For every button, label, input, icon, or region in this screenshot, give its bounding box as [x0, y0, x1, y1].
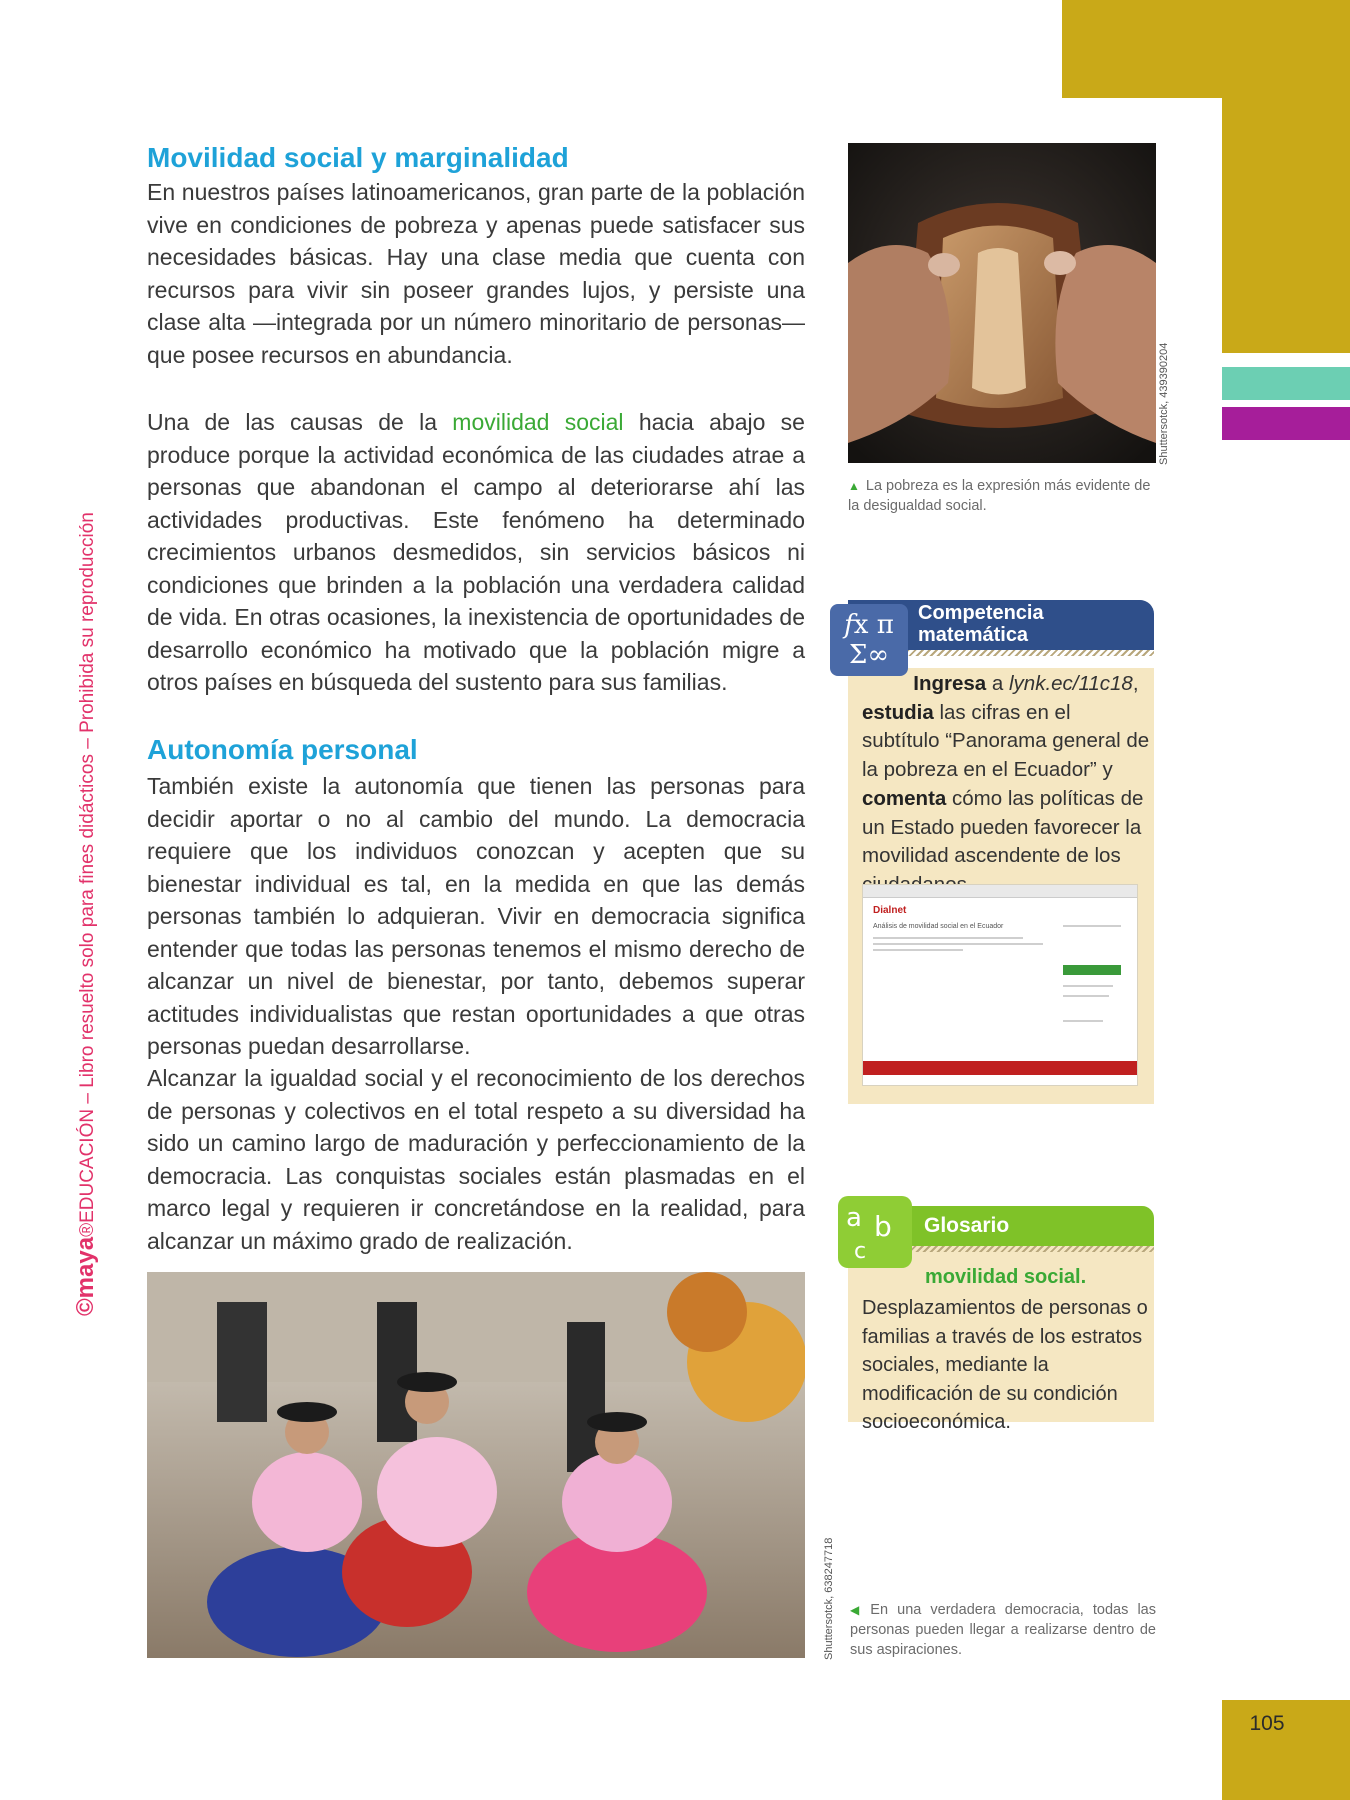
- svg-text:c: c: [854, 1239, 867, 1264]
- text-line: [1063, 985, 1113, 987]
- text-line: [873, 943, 1043, 945]
- decorative-tab-teal: [1222, 367, 1350, 400]
- photo-caption-2: [850, 1600, 1156, 1660]
- paragraph-3: También existe la autonomía que tienen las personas para decidir aportar o no al cambio del mundo. La democracia requiere que los individuos conozcan y acepten que su bienestar individual es tal, en la medida en que las demás personas también lo adquieran. Vivir en democracia significa entender que todas las personas tenemos el mismo derecho de alcanzar un nivel de bienestar, por tanto, debemos superar actitudes individualistas que restan oportunidades a que otras personas puedan desarrollarse.: [147, 773, 805, 1059]
- svg-text:a: a: [846, 1203, 862, 1233]
- glosario-hatch: [900, 1246, 1154, 1252]
- verb-estudia: estudia: [862, 700, 934, 724]
- photo-credit-1: Shuttersotck, 439390204: [1158, 342, 1170, 465]
- publisher-brand: ©maya: [72, 1236, 99, 1316]
- section-heading-movilidad: Movilidad social y marginalidad: [147, 142, 569, 173]
- photo-credit-2: Shuttersotck, 638247718: [823, 1537, 835, 1660]
- text-line: [1063, 995, 1109, 997]
- text-line: [873, 937, 1023, 939]
- download-button: [1063, 965, 1121, 975]
- link-lynk[interactable]: lynk.ec/11c18: [1008, 672, 1133, 695]
- competencia-text-b: ,: [1132, 672, 1139, 695]
- caption-triangle-icon: ▲: [848, 479, 860, 493]
- section-heading-autonomia: Autonomía personal: [147, 734, 418, 765]
- glosario-title: Glosario: [924, 1214, 1010, 1237]
- caption-arrow-left-icon: ◀: [850, 1603, 865, 1617]
- caption-1-text: La pobreza es la expresión más evidente de la desigualdad social.: [848, 478, 1151, 514]
- folk-dance-photo: [147, 1272, 805, 1658]
- competencia-text-d: cómo las políticas de un Estado pueden favorecer la movilidad ascendente de los: [862, 786, 1144, 868]
- empty-wallet-photo: [848, 143, 1156, 463]
- competencia-text: [862, 670, 1152, 900]
- verb-ingresa: Ingresa: [913, 672, 987, 695]
- paragraph-2-end: hacia abajo se produce porque la actividad económica de las ciudades atrae a personas que abandonan el campo al deteriorarse ahí las actividades productivas. Este fenómeno ha determinado crecimientos urbanos desmedidos, sin servicios básicos ni condiciones que brinden a la población una verdadera calidad de vida. En otras ocasiones, la inexistencia de oportunidades de desarrollo económico ha motivado que la población migre a otros países en búsqueda del sustento para sus familias.: [147, 409, 805, 695]
- competencia-title: Competencia matemática: [918, 602, 1044, 646]
- caption-2-text: En una verdadera democracia, todas las personas pueden llegar a realizarse dentro de sus aspiraciones.: [850, 1602, 1156, 1658]
- text-line: [1063, 1020, 1103, 1022]
- math-symbols-icon: 𝑓x π Σ∞: [830, 604, 908, 676]
- abc-glossary-icon: [838, 1196, 912, 1268]
- paragraph-4: Alcanzar la igualdad social y el reconocimiento de los derechos de personas y colectivos en el total respeto a su diversidad ha sido un camino largo de maduración y perfeccionamiento de la democracia. Las conquistas sociales están plasmadas en el marco legal y requieren ir concretándose en la realidad, para alcanzar un máximo grado de realización.: [147, 1065, 805, 1254]
- side-copyright: [72, 512, 100, 1316]
- paragraph-2-start: Una de las causas de la: [147, 409, 453, 435]
- competencia-text-c: las cifras en el subtítulo “Panorama general de la pobreza en el Ecuador” y: [862, 700, 1150, 782]
- paragraph-1: En nuestros países latinoamericanos, gran parte de la población vive en condiciones de pobreza y apenas puede satisfacer sus necesidades básicas. Hay una clase media que cuenta con recursos para vivir sin poseer grandes lujos, y persiste una clase alta —integrada por un número minoritario de personas— que posee recursos en abundancia.: [147, 179, 805, 368]
- photo-caption-1: [848, 476, 1158, 516]
- page-number: 105: [1249, 1712, 1285, 1735]
- competencia-text-a: a: [986, 672, 1009, 695]
- decorative-band-side: [1222, 98, 1350, 353]
- glosario-term: movilidad social.: [925, 1266, 1087, 1288]
- decorative-tab-magenta: [1222, 407, 1350, 440]
- competencia-hatch: [900, 650, 1154, 656]
- svg-text:b: b: [874, 1210, 892, 1243]
- dialnet-screenshot: [862, 884, 1138, 1086]
- text-line: [1063, 925, 1121, 927]
- decorative-band-top: [1062, 0, 1350, 98]
- browser-bar: [863, 885, 1137, 898]
- paragraph-2: [147, 406, 805, 699]
- copyright-text: ®EDUCACIÓN – Libro resuelto solo para fines didácticos – Prohibida su reproducción: [77, 512, 98, 1237]
- glosario-definition: Desplazamientos de personas o familias a través de los estratos sociales, mediante la modificación de su condición socioeconómica.: [862, 1297, 1148, 1433]
- glossary-term-link[interactable]: movilidad social: [452, 409, 624, 435]
- dialnet-logo: Dialnet: [873, 905, 907, 916]
- verb-comenta: comenta: [862, 786, 947, 810]
- text-line: [873, 949, 963, 951]
- dialnet-article-title: Análisis de movilidad social en el Ecuador: [873, 923, 1004, 930]
- dialnet-footer: [863, 1061, 1137, 1075]
